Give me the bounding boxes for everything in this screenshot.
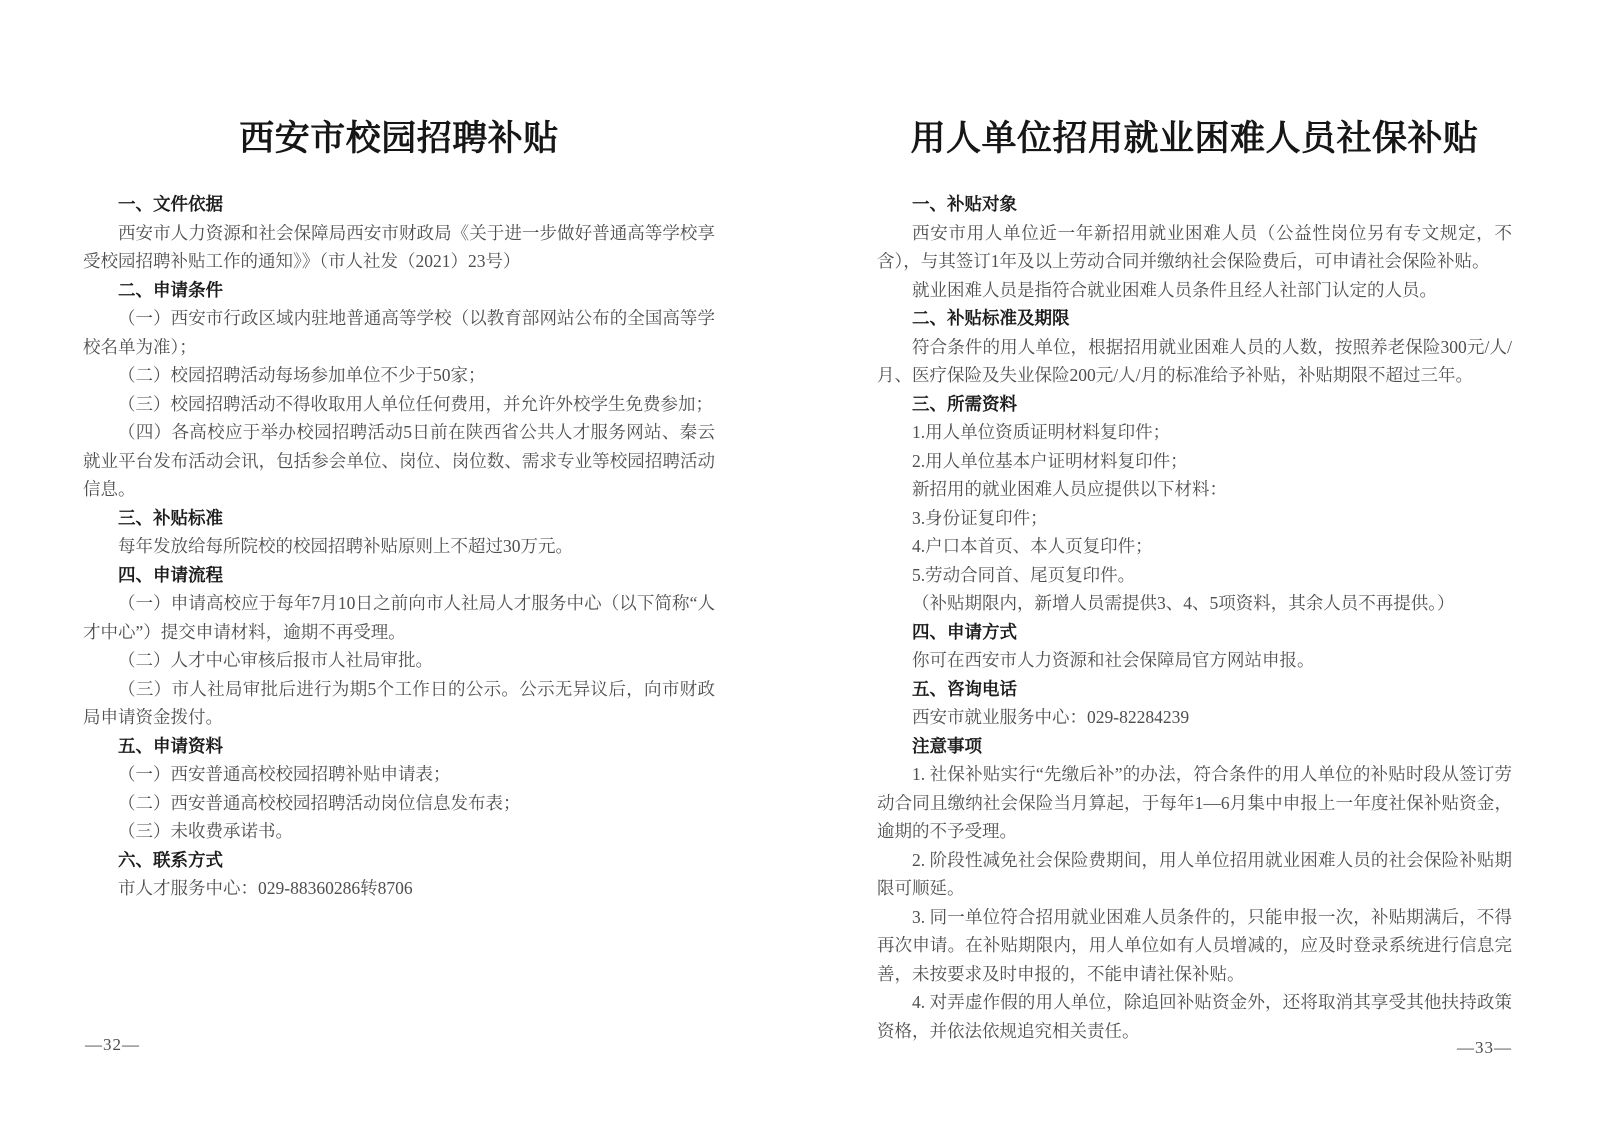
paragraph: 3.身份证复印件； — [912, 507, 1048, 528]
paragraph: （二）西安普通高校校园招聘活动岗位信息发布表； — [118, 792, 521, 813]
page-number-right: —33— — [1457, 1038, 1512, 1057]
paragraph: 3. 同一单位符合招用就业困难人员条件的，只能申报一次，补贴期满后，不得再次申请。在补贴期限内，用人单位如有人员增减的，应及时登录系统进行信息完善，未按要求及时申报的，不能申请社保补贴。 — [877, 906, 1512, 984]
paragraph: （二）人才中心审核后报市人社局审批。 — [118, 650, 433, 670]
section-heading: 三、所需资料 — [912, 393, 1017, 414]
paragraph: 新招用的就业困难人员应提供以下材料： — [912, 479, 1227, 499]
paragraph: 1.用人单位资质证明材料复印件； — [912, 422, 1171, 442]
page-title-right: 用人单位招用就业困难人员社保补贴 — [910, 119, 1479, 158]
page-left — [83, 116, 715, 903]
page-content-left — [83, 190, 715, 903]
section-heading: 二、补贴标准及期限 — [912, 308, 1070, 328]
paragraph: 5.劳动合同首、尾页复印件。 — [912, 564, 1136, 585]
section-heading: 三、补贴标准 — [118, 507, 223, 528]
paragraph: （二）校园招聘活动每场参加单位不少于50家； — [118, 365, 486, 385]
section-heading: 六、联系方式 — [118, 849, 223, 870]
section-heading: 五、申请资料 — [118, 735, 223, 756]
paragraph: 西安市用人单位近一年新招用就业困难人员（公益性岗位另有专文规定，不含），与其签订1年及以上劳动合同并缴纳社会保险费后，可申请社会保险补贴。 — [877, 222, 1512, 271]
paragraph: 4.户口本首页、本人页复印件； — [912, 536, 1153, 556]
section-heading: 一、文件依据 — [118, 194, 223, 214]
page-title-left: 西安市校园招聘补贴 — [239, 119, 559, 158]
paragraph: 2. 阶段性减免社会保险费期间，用人单位招用就业困难人员的社会保险补贴期限可顺延。 — [877, 849, 1512, 898]
section-heading: 五、咨询电话 — [912, 678, 1017, 699]
paragraph: 2.用人单位基本户证明材料复印件； — [912, 450, 1188, 471]
section-heading: 一、补贴对象 — [912, 194, 1017, 214]
paragraph: 1. 社保补贴实行“先缴后补”的办法，符合条件的用人单位的补贴时段从签订劳动合同且缴纳社会保险当月算起，于每年1—6月集中申报上一年度社保补贴资金，逾期的不予受理。 — [877, 764, 1512, 841]
paragraph: （三）市人社局审批后进行为期5个工作日的公示。公示无异议后，向市财政局申请资金拨付。 — [83, 678, 715, 727]
paragraph: 西安市人力资源和社会保障局西安市财政局《关于进一步做好普通高等学校享受校园招聘补贴工作的通知》》（市人社发（2021）23号） — [83, 222, 715, 271]
paragraph: （一）西安普通高校校园招聘补贴申请表； — [118, 764, 451, 784]
page-content-right — [877, 190, 1512, 1045]
paragraph: 符合条件的用人单位，根据招用就业困难人员的人数，按照养老保险300元/人/月、医疗保险及失业保险200元/人/月的标准给予补贴，补贴期限不超过三年。 — [877, 336, 1512, 385]
paragraph: 你可在西安市人力资源和社会保障局官方网站申报。 — [912, 650, 1315, 670]
paragraph: （一）申请高校应于每年7月10日之前向市人社局人才服务中心（以下简称“人才中心”）提交申请材料，逾期不再受理。 — [83, 593, 715, 642]
paragraph: （四）各高校应于举办校园招聘活动5日前在陕西省公共人才服务网站、秦云就业平台发布活动会讯，包括参会单位、岗位、岗位数、需求专业等校园招聘活动信息。 — [83, 422, 715, 499]
section-heading: 四、申请方式 — [912, 621, 1017, 642]
section-heading: 二、申请条件 — [118, 279, 223, 300]
paragraph: （三）校园招聘活动不得收取用人单位任何费用，并允许外校学生免费参加； — [118, 393, 713, 414]
page-right — [877, 116, 1512, 1045]
paragraph: 西安市就业服务中心：029-82284239 — [912, 707, 1190, 727]
paragraph: 就业困难人员是指符合就业困难人员条件且经人社部门认定的人员。 — [912, 279, 1437, 300]
paragraph: （补贴期限内，新增人员需提供3、4、5项资料，其余人员不再提供。） — [912, 593, 1455, 613]
section-heading: 四、申请流程 — [118, 564, 223, 585]
page-number-left: —32— — [85, 1035, 140, 1054]
paragraph: 每年发放给每所院校的校园招聘补贴原则上不超过30万元。 — [118, 536, 573, 556]
paragraph: （一）西安市行政区域内驻地普通高等学校（以教育部网站公布的全国高等学校名单为准）； — [83, 308, 715, 357]
paragraph: 市人才服务中心：029-88360286转8706 — [118, 878, 413, 898]
section-heading: 注意事项 — [912, 735, 982, 756]
paragraph: （三）未收费承诺书。 — [118, 821, 293, 841]
paragraph: 4. 对弄虚作假的用人单位，除追回补贴资金外，还将取消其享受其他扶持政策资格，并依法依规追究相关责任。 — [877, 992, 1512, 1041]
